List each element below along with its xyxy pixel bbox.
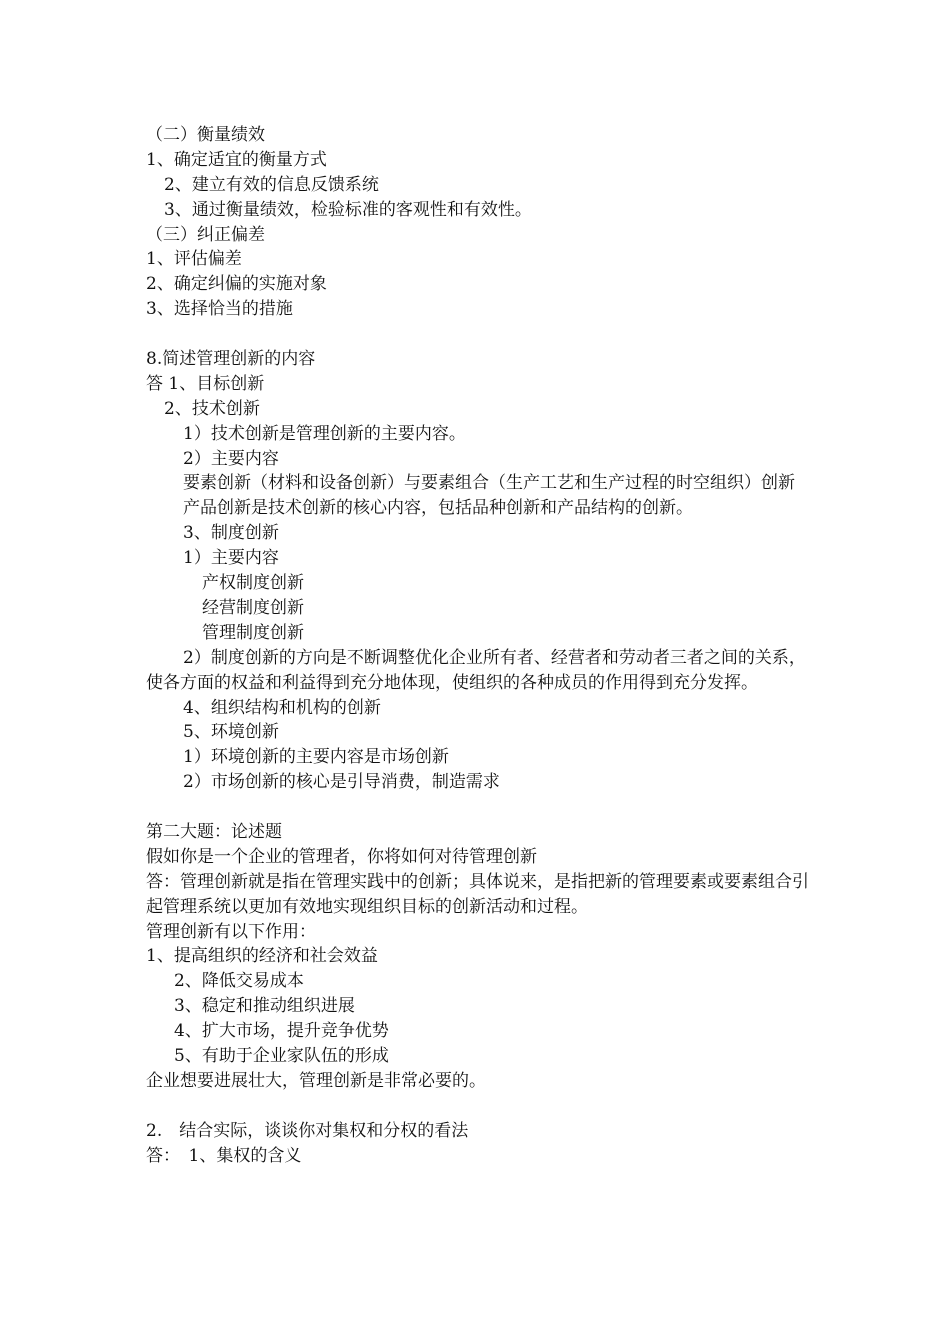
list-item: 管理制度创新 — [202, 622, 304, 643]
list-item: 3、通过衡量绩效，检验标准的客观性和有效性。 — [164, 199, 532, 220]
paragraph: 产品创新是技术创新的核心内容，包括品种创新和产品结构的创新。 — [183, 498, 693, 519]
list-item: 2、降低交易成本 — [174, 971, 304, 992]
paragraph: 企业想要进展壮大，管理创新是非常必要的。 — [146, 1070, 486, 1091]
section-heading: （二）衡量绩效 — [146, 125, 265, 145]
list-item: 4、扩大市场，提升竞争优势 — [174, 1021, 389, 1042]
list-item: 经营制度创新 — [202, 597, 304, 618]
paragraph: 答：管理创新就是指在管理实践中的创新；具体说来，是指把新的管理要素或要素组合引起管理系统以更加有效地实现组织目标的创新活动和过程。 — [146, 871, 809, 917]
blank-line — [146, 795, 811, 820]
paragraph: 管理创新有以下作用： — [146, 921, 316, 942]
list-item: 1、提高组织的经济和社会效益 — [146, 946, 378, 967]
list-item: 3、制度创新 — [183, 523, 279, 544]
paragraph: 2）制度创新的方向是不断调整优化企业所有者、经营者和劳动者三者之间的关系，使各方面的权益和利益得到充分地体现，使组织的各种成员的作用得到充分发挥。 — [146, 647, 806, 693]
question-heading: 假如你是一个企业的管理者，你将如何对待管理创新 — [146, 846, 537, 867]
answer-line: 答： 1、集权的含义 — [146, 1145, 302, 1166]
answer-line: 答 1、目标创新 — [146, 373, 265, 394]
list-item: 3、选择恰当的措施 — [146, 299, 293, 320]
section-heading: （三）纠正偏差 — [146, 224, 265, 245]
question-heading: 2. 结合实际，谈谈你对集权和分权的看法 — [146, 1120, 469, 1141]
document-body — [146, 123, 811, 1168]
list-item: 1）主要内容 — [183, 548, 279, 569]
list-item: 2）市场创新的核心是引导消费，制造需求 — [183, 772, 500, 793]
list-item: 产权制度创新 — [202, 573, 304, 594]
list-item: 1）技术创新是管理创新的主要内容。 — [183, 423, 466, 444]
list-item: 2）主要内容 — [183, 448, 279, 469]
list-item: 2、技术创新 — [164, 398, 260, 419]
list-item: 2、建立有效的信息反馈系统 — [164, 174, 379, 195]
blank-line — [146, 322, 811, 347]
list-item: 4、组织结构和机构的创新 — [183, 697, 381, 718]
paragraph: 要素创新（材料和设备创新）与要素组合（生产工艺和生产过程的时空组织）创新 — [183, 473, 795, 494]
list-item: 3、稳定和推动组织进展 — [174, 996, 355, 1017]
list-item: 2、确定纠偏的实施对象 — [146, 274, 327, 295]
list-item: 5、有助于企业家队伍的形成 — [174, 1046, 389, 1067]
question-heading: 8.简述管理创新的内容 — [146, 349, 316, 370]
list-item: 1）环境创新的主要内容是市场创新 — [183, 747, 449, 768]
section-heading: 第二大题：论述题 — [146, 821, 282, 842]
list-item: 1、确定适宜的衡量方式 — [146, 149, 327, 170]
list-item: 1、评估偏差 — [146, 249, 242, 270]
blank-line — [146, 1094, 811, 1119]
list-item: 5、环境创新 — [183, 722, 279, 743]
